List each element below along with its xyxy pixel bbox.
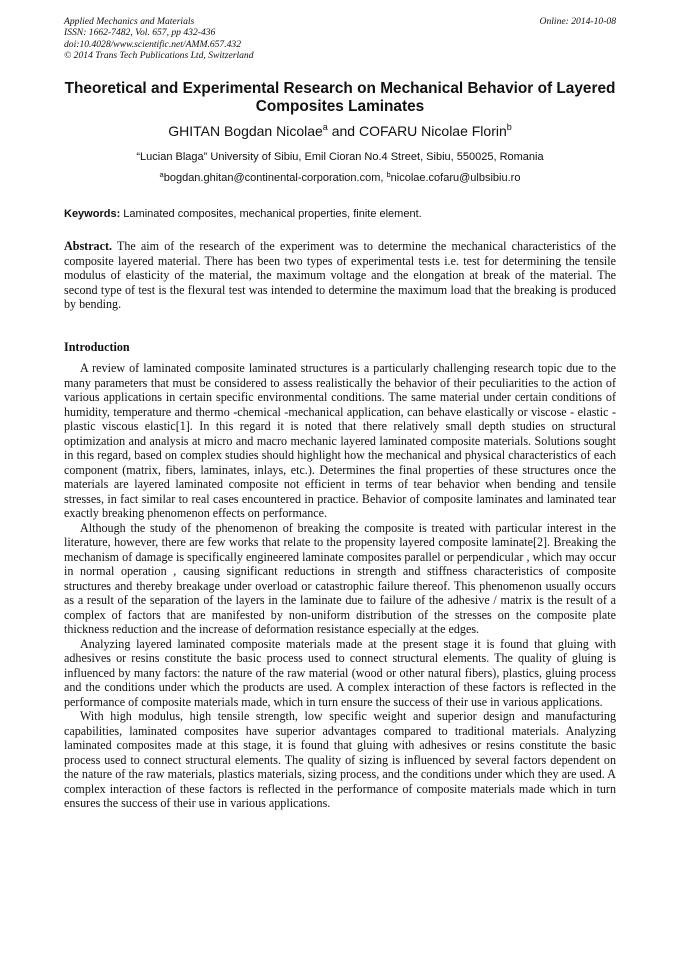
email-a-marker: a <box>159 170 164 179</box>
paragraph: Although the study of the phenomenon of breaking the composite is treated with particular interest in the literature, however, there are few works that relate to the propensity layered composite laminate[2]. Breaking the mechanism of damage is specifically engineered laminate composites parallel or perpendicular , which may occur in normal operation , causing significant reductions in strength and stiffness characteristics of composite structures and thereby breakage under overload or catastrophic failure thereof. This phenomenon usually occurs as a result of the separation of the layers in the laminate due to failure of the adhesive / matrix is the result of a complex of factors that are manifested by non-uniform distribution of the stresses on the composite plate thickness reduction and the increase of deformation resistance especially at the edges. <box>64 520 616 636</box>
copyright-line: © 2014 Trans Tech Publications Ltd, Switzerland <box>64 50 254 62</box>
email-line <box>64 171 616 185</box>
paragraph: Analyzing layered laminated composite materials made at the present stage it is found that gluing with adhesives or resins constitute the basic process used to connect structural elements. The quality of gluing is influenced by many factors: the nature of the raw material (wood or other natural fibers), plastics, gluing process and the conditions under which the products are used. A complex interaction of these factors is reflected in the performance of composite materials made, which in turn ensure the success of their use in various applications. <box>64 636 616 709</box>
author-1-marker: a <box>322 122 328 132</box>
affiliation: “Lucian Blaga” University of Sibiu, Emil Cioran No.4 Street, Sibiu, 550025, Romania <box>136 151 544 163</box>
paragraph: A review of laminated composite laminated structures is a particularly challenging research topic due to the many parameters that must be considered to assess realistically the behavior of their peculiarities to the action of various applications in certain specific environmental conditions. The same material under certain conditions of humidity, temperature and thermo -chemical -mechanical application, can behave elastically or viscose - elastic - plastic viscous elastic[1]. In this regard it is noted that there relatively small depth studies on structural optimization and analysis at micro and macro mechanic layered laminated composite materials. Solutions sought in this regard, based on complex studies should highlight how the mechanical and physical characteristics of each component (matrix, fibers, laminates, inlays, etc.). Determines the final properties of these structures once the materials are layered laminated composite not efficient in terms of tear behavior when bending and tensile stresses, in fact similar to real cases encountered in practice. Behavior of composite laminates and laminated tear exactly breaking phenomenon effects on performance. <box>64 361 616 520</box>
author-1: GHITAN Bogdan Nicolae <box>168 123 323 139</box>
online-date: Online: 2014-10-08 <box>539 16 616 27</box>
keywords-text: Laminated composites, mechanical properties, finite element. <box>120 208 422 220</box>
email-b: nicolae.cofaru@ulbsibiu.ro <box>390 172 521 184</box>
abstract-label: Abstract. <box>64 239 113 253</box>
abstract <box>64 239 616 312</box>
email-b-marker: b <box>386 170 391 179</box>
author-line <box>64 122 616 140</box>
paper-title: Theoretical and Experimental Research on Mechanical Behavior of Layered Composites Laminates <box>64 80 616 115</box>
author-2: COFARU Nicolae Florin <box>358 123 507 139</box>
publication-header <box>64 16 616 62</box>
keywords-label: Keywords: <box>64 208 121 220</box>
journal-name: Applied Mechanics and Materials <box>64 16 195 27</box>
doi-line: doi:10.4028/www.scientific.net/AMM.657.432 <box>64 38 242 50</box>
abstract-text: The aim of the research of the experiment was to determine the mechanical characteristics of the composite layered material. There has been two types of experimental tests i.e. test for determining the tensile modulus of elasticity of the material, the maximum voltage and the elongation at break of the material. The second type of test is the flexural test was intended to determine the maximum load that the breaking is produced by bending. <box>64 239 616 311</box>
section-heading-introduction: Introduction <box>64 340 130 354</box>
keywords <box>64 207 616 221</box>
introduction-body <box>64 361 616 811</box>
author-2-marker: b <box>506 122 512 132</box>
paragraph: With high modulus, high tensile strength, low specific weight and superior design and manufacturing capabilities, laminated composites have superior advantages compared to traditional materials. Analyzing laminated composites made at this stage, it is found that gluing with adhesives or resins constitute the basic process used to connect structural elements. The quality of sizing is influenced by several factors dependent on the nature of the raw materials, plastics materials, sizing process, and the conditions under which they are used. A complex interaction of these factors is reflected in the performance of composite materials made which in turn ensures the success of their use in various applications. <box>64 709 616 810</box>
author-conjunction: and <box>327 123 359 139</box>
issn-line: ISSN: 1662-7482, Vol. 657, pp 432-436 <box>64 27 216 39</box>
email-a: bogdan.ghitan@continental-corporation.com, <box>163 172 387 184</box>
